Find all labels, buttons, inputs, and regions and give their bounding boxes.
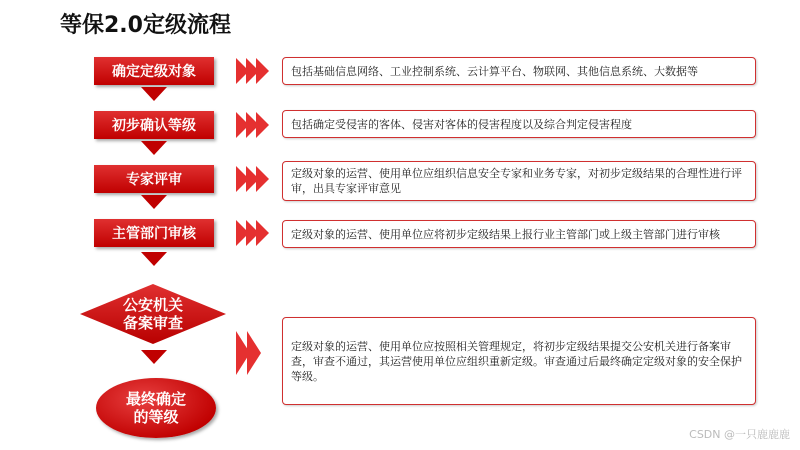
decision-diamond	[78, 282, 228, 346]
down-arrow-icon	[141, 252, 167, 266]
page-title: 等保2.0定级流程	[60, 13, 231, 38]
step-confirm-object: 确定定级对象	[94, 57, 214, 85]
step-description: 包括确定受侵害的客体、侵害对客体的侵害程度以及综合判定侵害程度	[282, 110, 756, 138]
step-description: 包括基础信息网络、工业控制系统、云计算平台、物联网、其他信息系统、大数据等	[282, 57, 756, 85]
down-arrow-icon	[141, 87, 167, 101]
chevron-right-icon	[236, 58, 266, 84]
chevron-right-icon	[236, 220, 266, 246]
watermark: CSDN @一只鹿鹿鹿	[689, 428, 790, 441]
chevron-right-icon	[236, 166, 266, 192]
step-initial-level: 初步确认等级	[94, 111, 214, 139]
step-description: 定级对象的运营、使用单位应将初步定级结果上报行业主管部门或上级主管部门进行审核	[282, 220, 756, 248]
final-level-oval: 最终确定的等级	[96, 378, 216, 438]
step-police-filing: 公安机关备案审查	[122, 296, 183, 332]
down-arrow-icon	[141, 195, 167, 209]
step-description: 定级对象的运营、使用单位应按照相关管理规定，将初步定级结果提交公安机关进行备案审查，审查不通过，其运营使用单位应组织重新定级。审查通过后最终确定定级对象的安全保护等级。	[282, 317, 756, 405]
down-arrow-icon	[141, 141, 167, 155]
step-expert-review: 专家评审	[94, 165, 214, 193]
down-arrow-icon	[141, 350, 167, 364]
step-description: 定级对象的运营、使用单位应组织信息安全专家和业务专家，对初步定级结果的合理性进行评审，出具专家评审意见	[282, 161, 756, 201]
step-authority-audit: 主管部门审核	[94, 219, 214, 247]
chevron-right-icon	[236, 331, 258, 375]
chevron-right-icon	[236, 112, 266, 138]
